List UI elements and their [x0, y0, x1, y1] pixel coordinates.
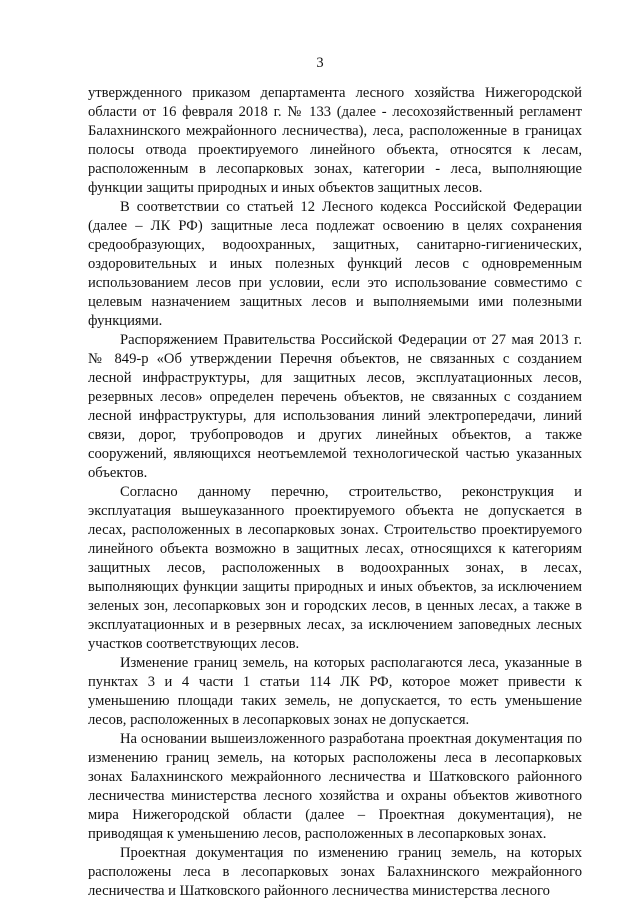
paragraph-boundary-change: Изменение границ земель, на которых располагаются леса, указанные в пунктах 3 и 4 части 1 статьи 114 ЛК РФ, которое может привести к уменьшению площади таких земель, не допускается, то есть уменьшение лесов, расположенных в лесопарковых зонах не допускается.	[88, 655, 582, 728]
paragraph-project-documentation: На основании вышеизложенного разработана проектная документация по изменению границ земель, на которых расположены леса в лесопарковых зонах Балахнинского межрайонного лесничества и Шатковского районного лесничества министерства лесного хозяйства и охраны объектов животного мира Нижегородской области (далее – Проектная документация), не приводящая к уменьшению лесов, расположенных в лесопарковых зонах.	[88, 731, 582, 842]
paragraph-continuation: утвержденного приказом департамента лесного хозяйства Нижегородской области от 16 февраля 2018 г. № 133 (далее - лесохозяйственный регламент Балахнинского межрайонного лесничества), леса, расположенные в границах полосы отвода проектируемого линейного объекта, относятся к лесам, расположенным в лесопарковых зонах, категории - леса, выполняющие функции защиты природных и иных объектов защитных лесов.	[88, 85, 582, 196]
paragraph-list-conditions: Согласно данному перечню, строительство, реконструкция и эксплуатация вышеуказанного проектируемого объекта не допускается в лесах, расположенных в лесопарковых зонах. Строительство проектируемого линейного объекта возможно в защитных лесах, относящихся к категориям защитных лесов, расположенных в водоохранных зонах, в лесах, выполняющих функции защиты природных и иных объектов, за исключением зеленых зон, лесопарковых зон и городских лесов, в ценных лесах, а также в эксплуатационных и в резервных лесах, за исключением заповедных лесных участков соответствующих лесов.	[88, 484, 582, 652]
paragraph-article-12: В соответствии со статьей 12 Лесного кодекса Российской Федерации (далее – ЛК РФ) защитные леса подлежат освоению в целях сохранения средообразующих, водоохранных, защитных, санитарно-гигиенических, оздоровительных и иных полезных функций лесов с одновременным использованием лесов при условии, если это использование совместимо с целевым назначением защитных лесов и выполняемыми ими полезными функциями.	[88, 199, 582, 329]
page-number: 3	[316, 55, 324, 71]
document-body	[88, 84, 582, 901]
paragraph-government-order: Распоряжением Правительства Российской Федерации от 27 мая 2013 г. № 849-р «Об утверждении Перечня объектов, не связанных с созданием лесной инфраструктуры, для защитных лесов, эксплуатационных лесов, резервных лесов» определен перечень объектов, не связанных с созданием лесной инфраструктуры, для использования линий электропередачи, линий связи, дорог, трубопроводов и других линейных объектов, а также сооружений, являющихся неотъемлемой технологической частью указанных объектов.	[88, 332, 582, 481]
paragraph-project-documentation-continued: Проектная документация по изменению границ земель, на которых расположены леса в лесопарковых зонах Балахнинского межрайонного лесничества и Шатковского районного лесничества министерства лесного	[88, 845, 582, 899]
